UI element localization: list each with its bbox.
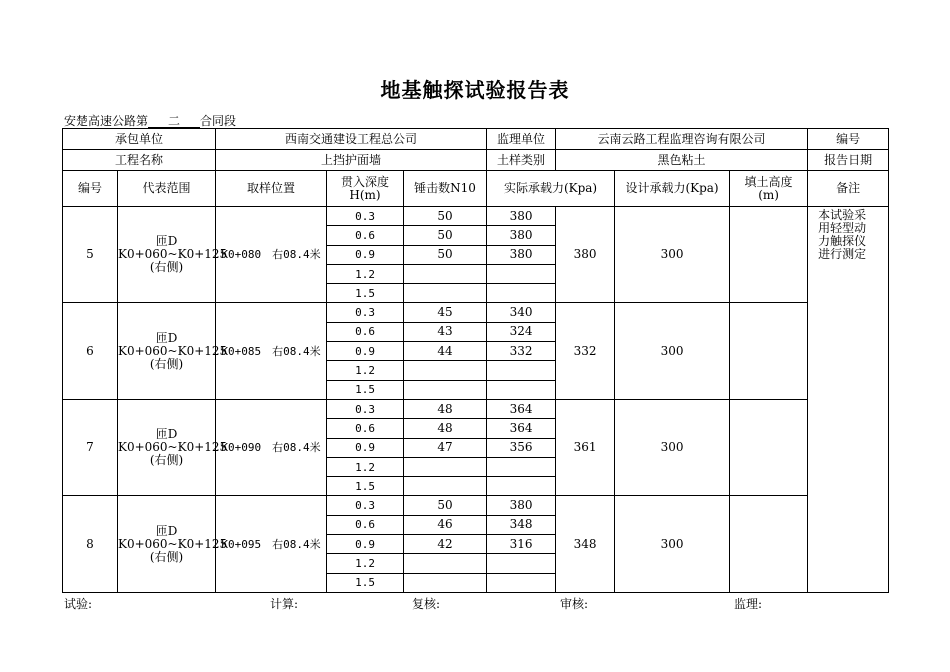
actual-cell	[487, 361, 556, 380]
group-location: K0+085 右08.4米	[216, 303, 327, 399]
actual-cell	[487, 554, 556, 573]
depth-cell: 1.2	[327, 457, 404, 476]
project-label: 工程名称	[63, 150, 216, 171]
group-design: 300	[615, 207, 730, 303]
column-header-row	[63, 171, 889, 207]
actual-cell: 380	[487, 245, 556, 264]
col-depth-line2: H(m)	[349, 187, 381, 202]
range-line1: 匝D	[155, 427, 178, 442]
depth-cell: 0.6	[327, 515, 404, 534]
col-blows: 锤击数N10	[404, 171, 487, 207]
table-row	[63, 399, 889, 418]
report-title: 地基触探试验报告表	[380, 78, 570, 102]
blows-cell: 50	[404, 245, 487, 264]
contract-section	[64, 112, 236, 129]
group-range	[118, 207, 228, 303]
blows-cell: 42	[404, 535, 487, 554]
col-actual: 实际承载力(Kpa)	[487, 171, 615, 207]
actual-cell	[487, 457, 556, 476]
blows-cell	[404, 380, 487, 399]
col-no: 编号	[63, 171, 118, 207]
group-design: 300	[615, 496, 730, 592]
blows-cell: 48	[404, 419, 487, 438]
range-line2: K0+060~K0+125	[118, 536, 228, 551]
group-avg: 348	[556, 496, 615, 592]
blows-cell	[404, 284, 487, 303]
blows-cell	[404, 264, 487, 283]
date-label: 报告日期	[808, 150, 889, 171]
actual-cell: 324	[487, 322, 556, 341]
range-line1: 匝D	[155, 234, 178, 249]
group-avg: 380	[556, 207, 615, 303]
actual-cell	[487, 264, 556, 283]
depth-cell: 1.2	[327, 264, 404, 283]
group-no: 8	[63, 496, 118, 592]
blows-cell: 50	[404, 207, 487, 226]
table-row	[63, 496, 889, 515]
remark-cell	[808, 207, 889, 593]
depth-cell: 0.9	[327, 245, 404, 264]
actual-cell: 364	[487, 399, 556, 418]
report-no-label: 编号	[808, 129, 889, 150]
range-line3: (右侧)	[149, 549, 184, 564]
blows-cell	[404, 457, 487, 476]
group-no: 6	[63, 303, 118, 399]
blows-cell: 44	[404, 342, 487, 361]
depth-cell: 0.3	[327, 399, 404, 418]
depth-cell: 0.6	[327, 419, 404, 438]
remark-line: 力触探仪	[818, 234, 867, 248]
range-line2: K0+060~K0+125	[118, 343, 228, 358]
group-location: K0+080 右08.4米	[216, 207, 327, 303]
depth-cell: 0.6	[327, 226, 404, 245]
header-row-1	[63, 129, 889, 150]
group-fill	[730, 207, 808, 303]
blows-cell: 47	[404, 438, 487, 457]
range-line1: 匝D	[155, 523, 178, 538]
blows-cell	[404, 554, 487, 573]
group-avg: 332	[556, 303, 615, 399]
col-fill	[730, 171, 808, 207]
blows-cell	[404, 361, 487, 380]
col-depth-line1: 贯入深度	[341, 174, 390, 189]
actual-cell: 380	[487, 207, 556, 226]
supervisor-value: 云南云路工程监理咨询有限公司	[556, 129, 808, 150]
range-line3: (右侧)	[149, 356, 184, 371]
blows-cell	[404, 573, 487, 592]
group-range	[118, 303, 228, 399]
col-location: 取样位置	[216, 171, 327, 207]
section-suffix: 合同段	[200, 114, 237, 128]
range-line2: K0+060~K0+125	[118, 247, 228, 262]
range-line2: K0+060~K0+125	[118, 440, 228, 455]
actual-cell	[487, 284, 556, 303]
actual-cell	[487, 573, 556, 592]
actual-cell: 356	[487, 438, 556, 457]
group-design: 300	[615, 399, 730, 495]
header-row-2	[63, 150, 889, 171]
depth-cell: 0.3	[327, 207, 404, 226]
group-fill	[730, 303, 808, 399]
footer-calc: 计算:	[270, 597, 299, 611]
col-fill-line2: (m)	[758, 187, 779, 202]
group-location: K0+095 右08.4米	[216, 496, 327, 592]
depth-cell: 0.9	[327, 438, 404, 457]
depth-cell: 1.5	[327, 380, 404, 399]
group-design: 300	[615, 303, 730, 399]
group-avg: 361	[556, 399, 615, 495]
actual-cell: 380	[487, 496, 556, 515]
group-no: 5	[63, 207, 118, 303]
footer-review: 审核:	[560, 597, 589, 611]
blows-cell: 48	[404, 399, 487, 418]
depth-cell: 0.9	[327, 535, 404, 554]
actual-cell: 340	[487, 303, 556, 322]
depth-cell: 1.5	[327, 284, 404, 303]
footer-recheck: 复核:	[412, 597, 441, 611]
blows-cell: 43	[404, 322, 487, 341]
blows-cell: 50	[404, 226, 487, 245]
soil-value: 黑色粘土	[556, 150, 808, 171]
group-fill	[730, 399, 808, 495]
depth-cell: 0.6	[327, 322, 404, 341]
actual-cell: 380	[487, 226, 556, 245]
depth-cell: 0.3	[327, 496, 404, 515]
actual-cell: 348	[487, 515, 556, 534]
col-remark: 备注	[808, 171, 889, 207]
col-range: 代表范围	[118, 171, 216, 207]
depth-cell: 1.2	[327, 554, 404, 573]
project-value: 上挡护面墙	[216, 150, 487, 171]
depth-cell: 0.9	[327, 342, 404, 361]
actual-cell: 364	[487, 419, 556, 438]
footer-test: 试验:	[64, 597, 93, 611]
section-prefix: 安楚高速公路第	[64, 114, 149, 128]
contractor-label: 承包单位	[63, 129, 216, 150]
range-line1: 匝D	[155, 330, 178, 345]
group-location: K0+090 右08.4米	[216, 399, 327, 495]
blows-cell: 45	[404, 303, 487, 322]
remark-line: 用轻型动	[818, 221, 867, 235]
col-design: 设计承载力(Kpa)	[615, 171, 730, 207]
range-line3: (右侧)	[149, 453, 184, 468]
actual-cell	[487, 380, 556, 399]
actual-cell: 316	[487, 535, 556, 554]
supervisor-label: 监理单位	[487, 129, 556, 150]
table-row	[63, 303, 889, 322]
depth-cell: 0.3	[327, 303, 404, 322]
section-number: 二	[148, 115, 200, 128]
remark-line: 进行测定	[818, 247, 867, 261]
range-line3: (右侧)	[149, 260, 184, 275]
group-range	[118, 399, 228, 495]
blows-cell	[404, 477, 487, 496]
depth-cell: 1.2	[327, 361, 404, 380]
blows-cell: 46	[404, 515, 487, 534]
blows-cell: 50	[404, 496, 487, 515]
actual-cell	[487, 477, 556, 496]
depth-cell: 1.5	[327, 477, 404, 496]
group-no: 7	[63, 399, 118, 495]
contractor-value: 西南交通建设工程总公司	[216, 129, 487, 150]
group-fill	[730, 496, 808, 592]
remark-line: 本试验采	[818, 208, 867, 222]
report-table	[62, 128, 889, 593]
table-row	[63, 207, 889, 226]
soil-label: 土样类别	[487, 150, 556, 171]
footer-supervise: 监理:	[734, 597, 763, 611]
depth-cell: 1.5	[327, 573, 404, 592]
actual-cell: 332	[487, 342, 556, 361]
col-depth	[327, 171, 404, 207]
group-range	[118, 496, 228, 592]
col-fill-line1: 填土高度	[744, 174, 793, 189]
